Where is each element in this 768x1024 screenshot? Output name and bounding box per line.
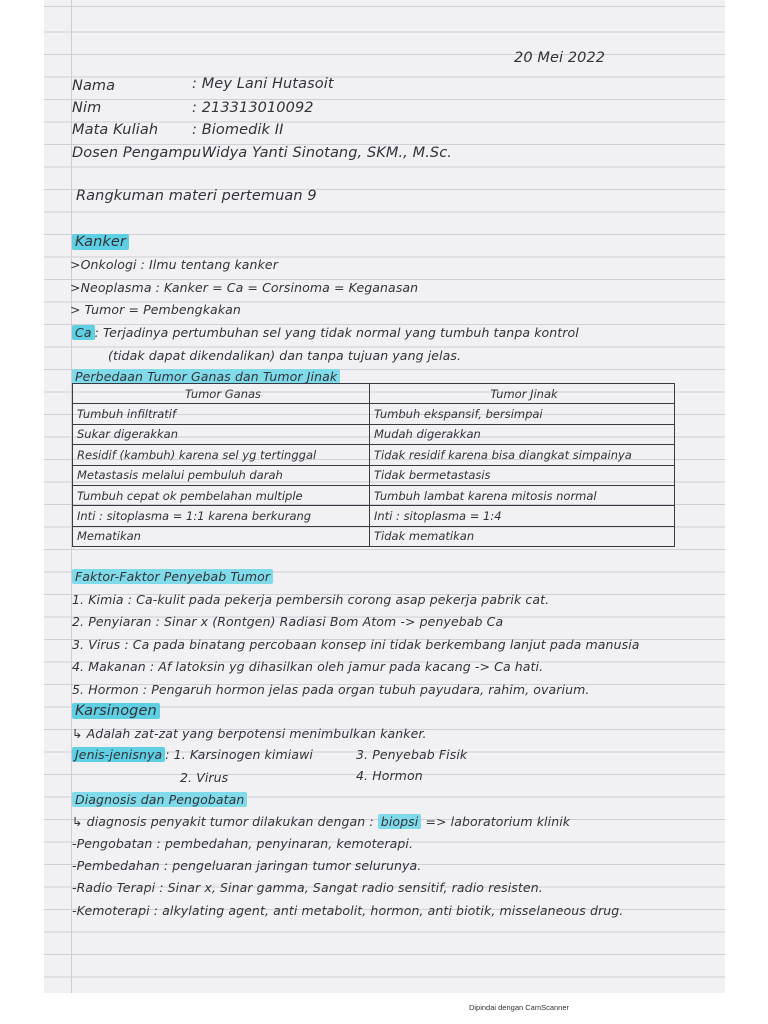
table-cell: Tumbuh cepat ok pembelahan multiple — [73, 485, 370, 505]
table-cell: Tumbuh infiltratif — [73, 404, 370, 424]
table-cell: Sukar digerakkan — [73, 424, 370, 444]
karsinogen-definition: Adalah zat-zat yang berpotensi menimbulkan kanker. — [86, 726, 427, 741]
header-value-nama: : Mey Lani Hutasoit — [192, 76, 334, 92]
table-row — [73, 424, 675, 444]
table-row — [73, 445, 675, 465]
faktor-item: 3. Virus : Ca pada binatang percobaan konsep ini tidak berkembang lanjut pada manusia — [72, 637, 640, 652]
table-cell: Inti : sitoplasma = 1:1 karena berkurang — [73, 506, 370, 526]
biopsi-highlight: biopsi — [378, 814, 422, 829]
jenis-item: 2. Virus — [180, 770, 229, 785]
notebook-page — [44, 0, 725, 993]
header-label-nama: Nama — [72, 78, 116, 94]
heading-karsinogen: Karsinogen — [72, 703, 160, 719]
table-cell: Mudah digerakkan — [370, 424, 675, 444]
table-row — [73, 465, 675, 485]
jenis-item: : 1. Karsinogen kimiawi — [165, 747, 313, 762]
faktor-item: 2. Penyiaran : Sinar x (Rontgen) Radiasi Bom Atom -> penyebab Ca — [72, 614, 504, 629]
table-cell: Tidak residif karena bisa diangkat simpainya — [370, 445, 675, 465]
table-row — [73, 526, 675, 546]
heading-kanker: Kanker — [72, 234, 129, 250]
arrow-icon: ↳ — [72, 814, 83, 829]
summary-title: Rangkuman materi pertemuan 9 — [76, 188, 317, 204]
header-label-nim: Nim — [72, 100, 102, 116]
diagnosis-line: -Pengobatan : pembedahan, penyinaran, kemoterapi. — [72, 836, 414, 851]
table-cell: Mematikan — [73, 526, 370, 546]
diagnosis-line: -Pembedahan : pengeluaran jaringan tumor selurunya. — [72, 858, 422, 873]
table-cell: Residif (kambuh) karena sel yg tertinggal — [73, 445, 370, 465]
table-row — [73, 506, 675, 526]
header-value-matakuliah: : Biomedik II — [192, 122, 284, 138]
header-value-dosen: : Widya Yanti Sinotang, SKM., M.Sc. — [192, 145, 452, 161]
table-cell: Inti : sitoplasma = 1:4 — [370, 506, 675, 526]
header-value-nim: : 213313010092 — [192, 100, 314, 116]
ca-label: Ca — [72, 325, 95, 340]
table-cell: Metastasis melalui pembuluh darah — [73, 465, 370, 485]
jenis-item: 4. Hormon — [356, 768, 423, 783]
arrow-icon: ↳ — [72, 726, 83, 741]
heading-perbedaan: Perbedaan Tumor Ganas dan Tumor Jinak — [72, 369, 340, 384]
table-row — [73, 404, 675, 424]
comparison-table — [72, 383, 675, 547]
table-cell: Tidak bermetastasis — [370, 465, 675, 485]
table-cell: Tidak mematikan — [370, 526, 675, 546]
table-cell: Tumbuh ekspansif, bersimpai — [370, 404, 675, 424]
diagnosis-text: diagnosis penyakit tumor dilakukan dengan : — [86, 814, 374, 829]
ca-definition-continued: (tidak dapat dikendalikan) dan tanpa tujuan yang jelas. — [108, 348, 462, 363]
kanker-line: > Tumor = Pembengkakan — [70, 302, 241, 317]
kanker-line: >Neoplasma : Kanker = Ca = Corsinoma = Keganasan — [70, 280, 419, 295]
faktor-item: 5. Hormon : Pengaruh hormon jelas pada organ tubuh payudara, rahim, ovarium. — [72, 682, 590, 697]
faktor-item: 4. Makanan : Af latoksin yg dihasilkan oleh jamur pada kacang -> Ca hati. — [72, 659, 544, 674]
diagnosis-line: -Radio Terapi : Sinar x, Sinar gamma, Sangat radio sensitif, radio resisten. — [72, 880, 543, 895]
date: 20 Mei 2022 — [514, 50, 606, 66]
header-label-matakuliah: Mata Kuliah — [72, 122, 159, 138]
table-cell: Tumbuh lambat karena mitosis normal — [370, 485, 675, 505]
ca-definition: : Terjadinya pertumbuhan sel yang tidak normal yang tumbuh tanpa kontrol — [94, 325, 579, 340]
diagnosis-text: => laboratorium klinik — [425, 814, 571, 829]
scanner-footer: Dipindai dengan CamScanner — [468, 1003, 570, 1012]
faktor-item: 1. Kimia : Ca-kulit pada pekerja pembersih corong asap pekerja pabrik cat. — [72, 592, 550, 607]
column-header: Tumor Ganas — [73, 384, 370, 404]
kanker-line: >Onkologi : Ilmu tentang kanker — [70, 257, 278, 272]
table-header-row — [73, 384, 675, 404]
diagnosis-line: -Kemoterapi : alkylating agent, anti metabolit, hormon, anti biotik, misselaneous drug. — [72, 903, 624, 918]
heading-diagnosis: Diagnosis dan Pengobatan — [72, 792, 247, 807]
header-label-dosen: Dosen Pengampu — [72, 145, 202, 161]
column-header: Tumor Jinak — [370, 384, 675, 404]
table-row — [73, 485, 675, 505]
heading-faktor: Faktor-Faktor Penyebab Tumor — [72, 569, 273, 584]
jenis-label: Jenis-jenisnya — [72, 747, 165, 762]
jenis-item: 3. Penyebab Fisik — [356, 747, 468, 762]
